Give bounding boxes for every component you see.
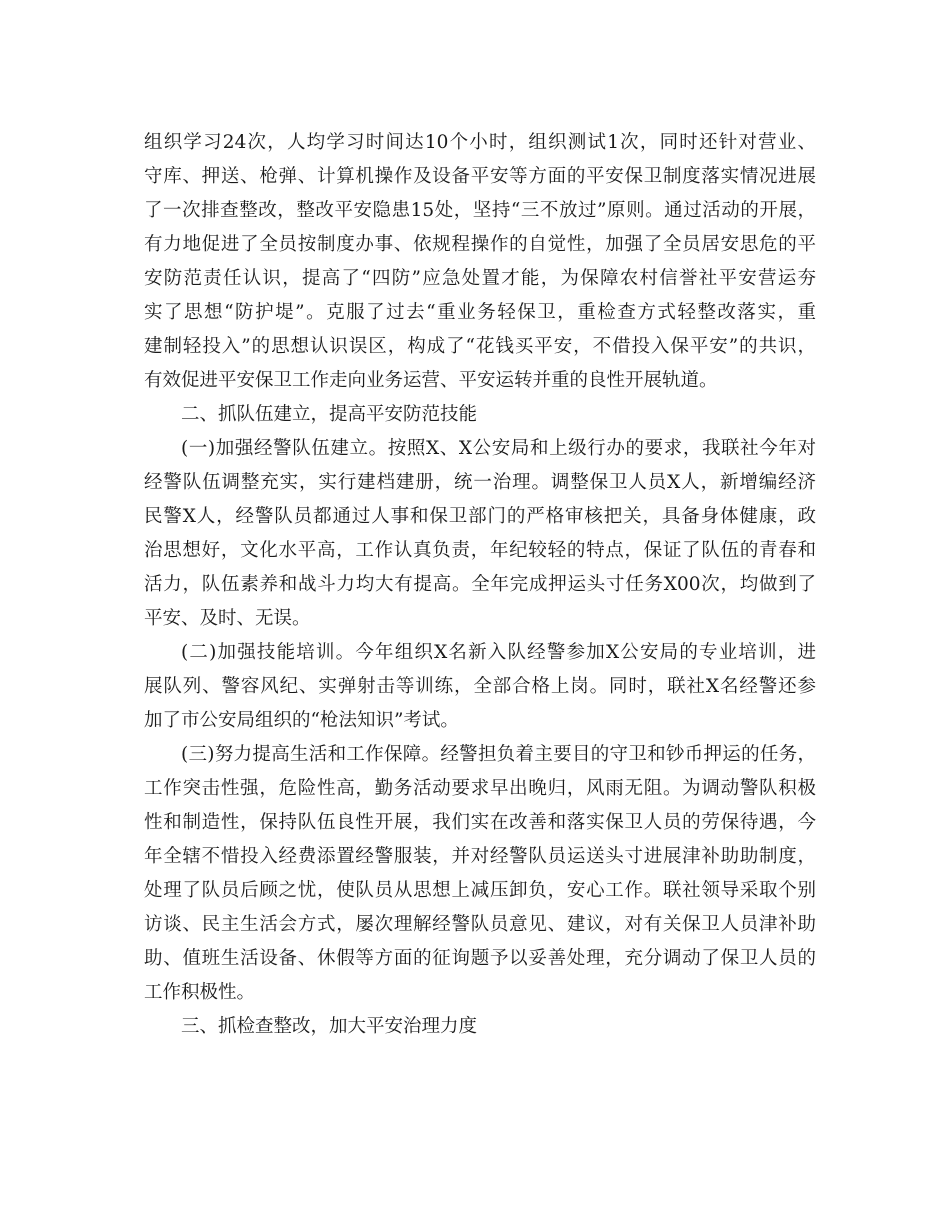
paragraph-line: 有力地促进了全员按制度办事、依规程操作的自觉性，加强了全员居安思危的平 (144, 234, 816, 255)
paragraph-line: 访谈、民主生活会方式，屡次理解经警队员意见、建议，对有关保卫人员津补助 (144, 914, 816, 935)
paragraph-line: 实了思想“防护堤”。克服了过去“重业务轻保卫，重检查方式轻整改落实，重 (144, 302, 816, 323)
paragraph-line: 组织学习24次，人均学习时间达10个小时，组织测试1次，同时还针对营业、 (144, 132, 816, 153)
paragraph-line: 年全辖不惜投入经费添置经警服装，并对经警队员运送头寸进展津补助助制度， (144, 846, 816, 867)
paragraph-line: 加了市公安局组织的“枪法知识”考试。 (144, 710, 459, 731)
paragraph-line: 民警X人，经警队员都通过人事和保卫部门的严格审核把关，具备身体健康，政 (144, 506, 816, 527)
paragraph-line: 经警队伍调整充实，实行建档建册，统一治理。调整保卫人员X人，新增编经济 (144, 472, 816, 493)
paragraph-line: 活力，队伍素养和战斗力均大有提高。全年完成押运头寸任务X00次，均做到了 (144, 574, 816, 595)
paragraph-line: (二)加强技能培训。今年组织X名新入队经警参加X公安局的专业培训，进 (181, 642, 816, 663)
paragraph-line: 平安、及时、无误。 (144, 608, 311, 629)
paragraph-line: 治思想好，文化水平高，工作认真负责，年纪较轻的特点，保证了队伍的青春和 (144, 540, 816, 561)
paragraph-line: 处理了队员后顾之忧，使队员从思想上减压卸负，安心工作。联社领导采取个别 (144, 880, 816, 901)
paragraph-line: 守库、押送、枪弹、计算机操作及设备平安等方面的平安保卫制度落实情况进展 (144, 166, 816, 187)
paragraph-line: 工作积极性。 (144, 982, 256, 1003)
paragraph-line: 建制轻投入”的思想认识误区，构成了“花钱买平安，不借投入保平安”的共识， (144, 336, 816, 357)
section-heading: 三、抓检查整改，加大平安治理力度 (181, 1016, 478, 1037)
section-heading: 二、抓队伍建立，提高平安防范技能 (181, 404, 478, 425)
paragraph-line: 展队列、警容风纪、实弹射击等训练，全部合格上岗。同时，联社X名经警还参 (144, 676, 816, 697)
paragraph-line: 安防范责任认识，提高了“四防”应急处置才能，为保障农村信誉社平安营运夯 (144, 268, 816, 289)
paragraph-line: 工作突击性强，危险性高，勤务活动要求早出晚归，风雨无阻。为调动警队积极 (144, 778, 816, 799)
paragraph-line: 有效促进平安保卫工作走向业务运营、平安运转并重的良性开展轨道。 (144, 370, 718, 391)
document-body (144, 126, 816, 1044)
paragraph-line: (一)加强经警队伍建立。按照X、X公安局和上级行办的要求，我联社今年对 (181, 438, 816, 459)
paragraph-line: 性和制造性，保持队伍良性开展，我们实在改善和落实保卫人员的劳保待遇，今 (144, 812, 816, 833)
paragraph-line: (三)努力提高生活和工作保障。经警担负着主要目的守卫和钞币押运的任务， (181, 744, 816, 765)
paragraph-line: 了一次排查整改，整改平安隐患15处，坚持“三不放过”原则。通过活动的开展， (144, 200, 816, 221)
paragraph-line: 助、值班生活设备、休假等方面的征询题予以妥善处理，充分调动了保卫人员的 (144, 948, 816, 969)
